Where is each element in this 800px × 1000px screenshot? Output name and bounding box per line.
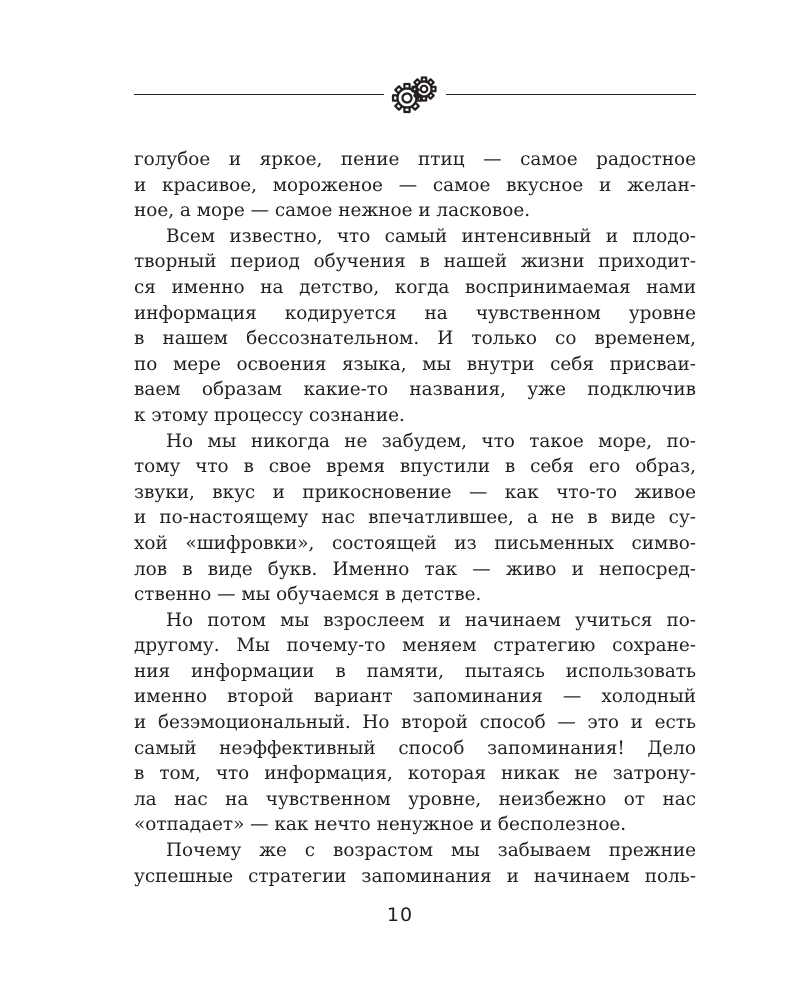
text-line: ственно — мы обучаемся в детстве. xyxy=(134,584,482,606)
text-line: ся именно на детство, когда воспринимаемая нами xyxy=(134,276,696,298)
text-line: творный период обучения в нашей жизни приходит- xyxy=(134,251,696,273)
text-line: ния информации в памяти, пытаясь использовать xyxy=(134,660,696,682)
text-line: ное, а море — самое нежное и ласковое. xyxy=(134,200,531,222)
gears-icon xyxy=(388,74,442,116)
text-line: к этому процессу сознание. xyxy=(134,404,405,426)
header-rule-right xyxy=(446,94,696,95)
text-line: в том, что информация, которая никак не затрону- xyxy=(134,763,696,785)
header-rule-left xyxy=(134,94,384,95)
text-line: «отпадает» — как нечто ненужное и бесполезное. xyxy=(134,814,627,836)
text-line: лов в виде букв. Именно так — живо и непосред- xyxy=(134,558,696,580)
text-line: и красивое, мороженое — самое вкусное и желан- xyxy=(134,174,696,196)
paragraph xyxy=(134,429,696,608)
text-line: и безэмоциональный. Но второй способ — это и есть xyxy=(134,712,696,734)
text-line: Почему же с возрастом мы забываем прежние xyxy=(166,840,696,862)
text-line: успешные стратегии запоминания и начинаем поль- xyxy=(134,865,696,887)
text-line: ла нас на чувственном уровне, неизбежно от нас xyxy=(134,788,696,810)
page-number: 10 xyxy=(386,904,414,926)
text-line: именно второй вариант запоминания — холодный xyxy=(134,686,696,708)
text-line: Но потом мы взрослеем и начинаем учиться по- xyxy=(166,609,696,631)
text-line: и по-настоящему нас впечатлившее, а не в виде су- xyxy=(134,507,696,529)
text-line: звуки, вкус и прикосновение — как что-то живое xyxy=(134,481,696,503)
text-line: другому. Мы почему-то меняем стратегию сохране- xyxy=(134,635,696,657)
paragraph xyxy=(134,608,696,838)
text-line: информация кодируется на чувственном уровне xyxy=(134,302,696,324)
paragraph xyxy=(134,224,696,429)
text-line: Но мы никогда не забудем, что такое море, по- xyxy=(166,430,696,452)
text-line: Всем известно, что самый интенсивный и плодо- xyxy=(166,225,696,247)
text-line: по мере освоения языка, мы внутри себя присваи- xyxy=(134,353,696,375)
text-line: голубое и яркое, пение птиц — самое радостное xyxy=(134,149,696,170)
paragraph xyxy=(134,147,696,224)
body-text xyxy=(134,147,696,889)
text-line: ваем образам какие-то названия, уже подключив xyxy=(134,379,696,401)
page-header-ornament xyxy=(134,74,696,116)
paragraph xyxy=(134,838,696,889)
text-line: хой «шифровки», состоящей из письменных симво- xyxy=(134,532,696,554)
text-line: тому что в свое время впустили в себя его образ, xyxy=(134,456,696,478)
text-line: в нашем бессознательном. И только со временем, xyxy=(134,328,696,350)
text-line: самый неэффективный способ запоминания! Дело xyxy=(134,737,696,759)
